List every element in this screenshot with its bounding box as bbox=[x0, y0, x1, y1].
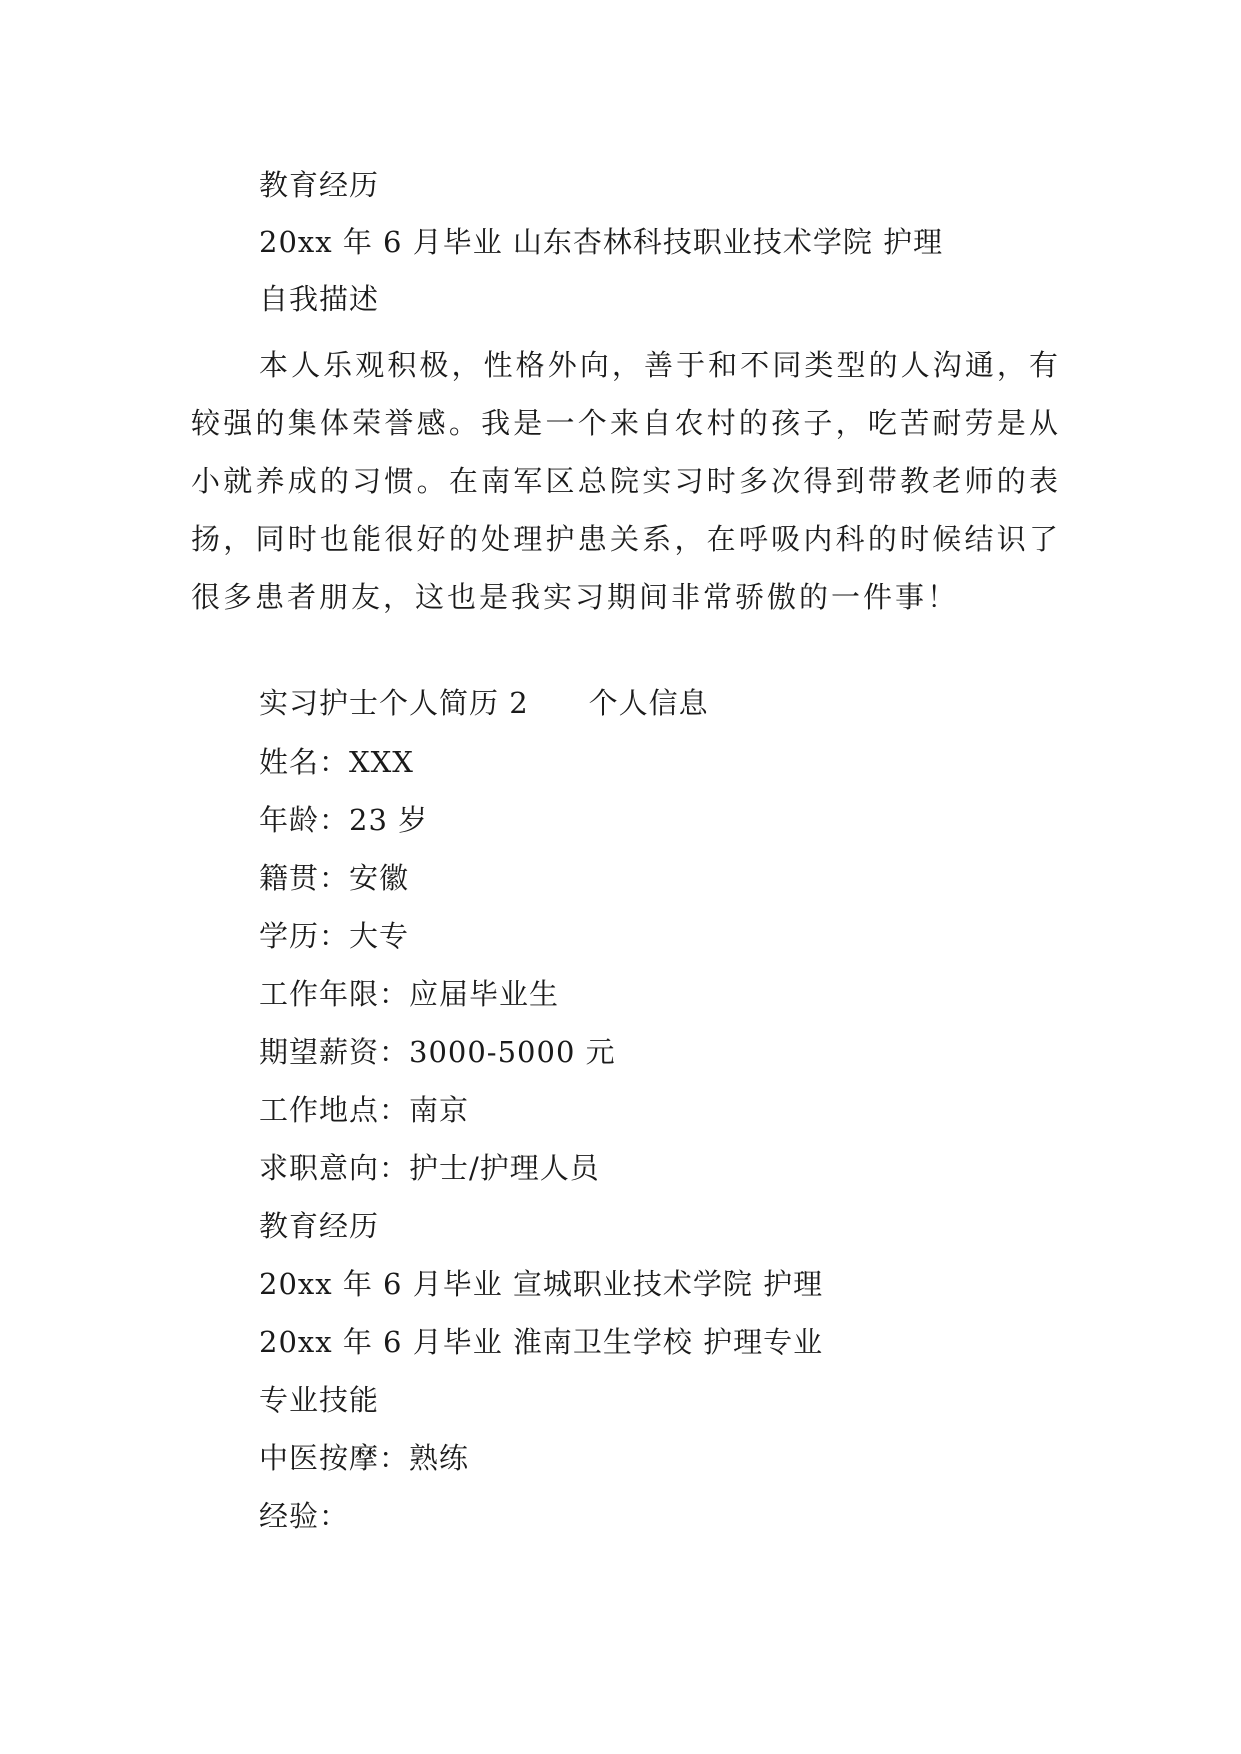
education-heading-2: 教育经历 bbox=[259, 1209, 380, 1243]
education-entry-2b: 20xx 年 6 月毕业 淮南卫生学校 护理专业 bbox=[259, 1325, 824, 1359]
resume-2-title-line bbox=[259, 683, 709, 723]
work-location-field: 工作地点：南京 bbox=[259, 1093, 470, 1127]
name-field: 姓名：XXX bbox=[259, 745, 414, 779]
education-entry-2a: 20xx 年 6 月毕业 宣城职业技术学院 护理 bbox=[259, 1267, 824, 1301]
self-description-paragraph: 本人乐观积极，性格外向，善于和不同类型的人沟通，有较强的集体荣誉感。我是一个来自农村的孩子，吃苦耐劳是从小就养成的习惯。在南军区总院实习时多次得到带教老师的表扬，同时也能很好的处理护患关系，在呼吸内科的时候结识了很多患者朋友，这也是我实习期间非常骄傲的一件事！ bbox=[191, 348, 1061, 614]
expected-salary-field: 期望薪资：3000-5000 元 bbox=[259, 1035, 616, 1069]
education-entry: 20xx 年 6 月毕业 山东杏林科技职业技术学院 护理 bbox=[259, 225, 944, 259]
education-level-field: 学历：大专 bbox=[259, 919, 410, 953]
skills-heading: 专业技能 bbox=[259, 1383, 380, 1417]
hometown-field: 籍贯：安徽 bbox=[259, 861, 410, 895]
experience-label: 经验： bbox=[259, 1499, 350, 1533]
education-heading: 教育经历 bbox=[259, 168, 380, 202]
skill-entry: 中医按摩：熟练 bbox=[259, 1441, 470, 1475]
age-field: 年龄：23 岁 bbox=[259, 803, 429, 837]
resume-2-title: 实习护士个人简历 2 bbox=[259, 686, 529, 720]
work-years-field: 工作年限：应届毕业生 bbox=[259, 977, 560, 1011]
self-description-heading: 自我描述 bbox=[259, 282, 380, 316]
personal-info-heading: 个人信息 bbox=[588, 686, 709, 720]
job-intent-field: 求职意向：护士/护理人员 bbox=[259, 1151, 600, 1185]
